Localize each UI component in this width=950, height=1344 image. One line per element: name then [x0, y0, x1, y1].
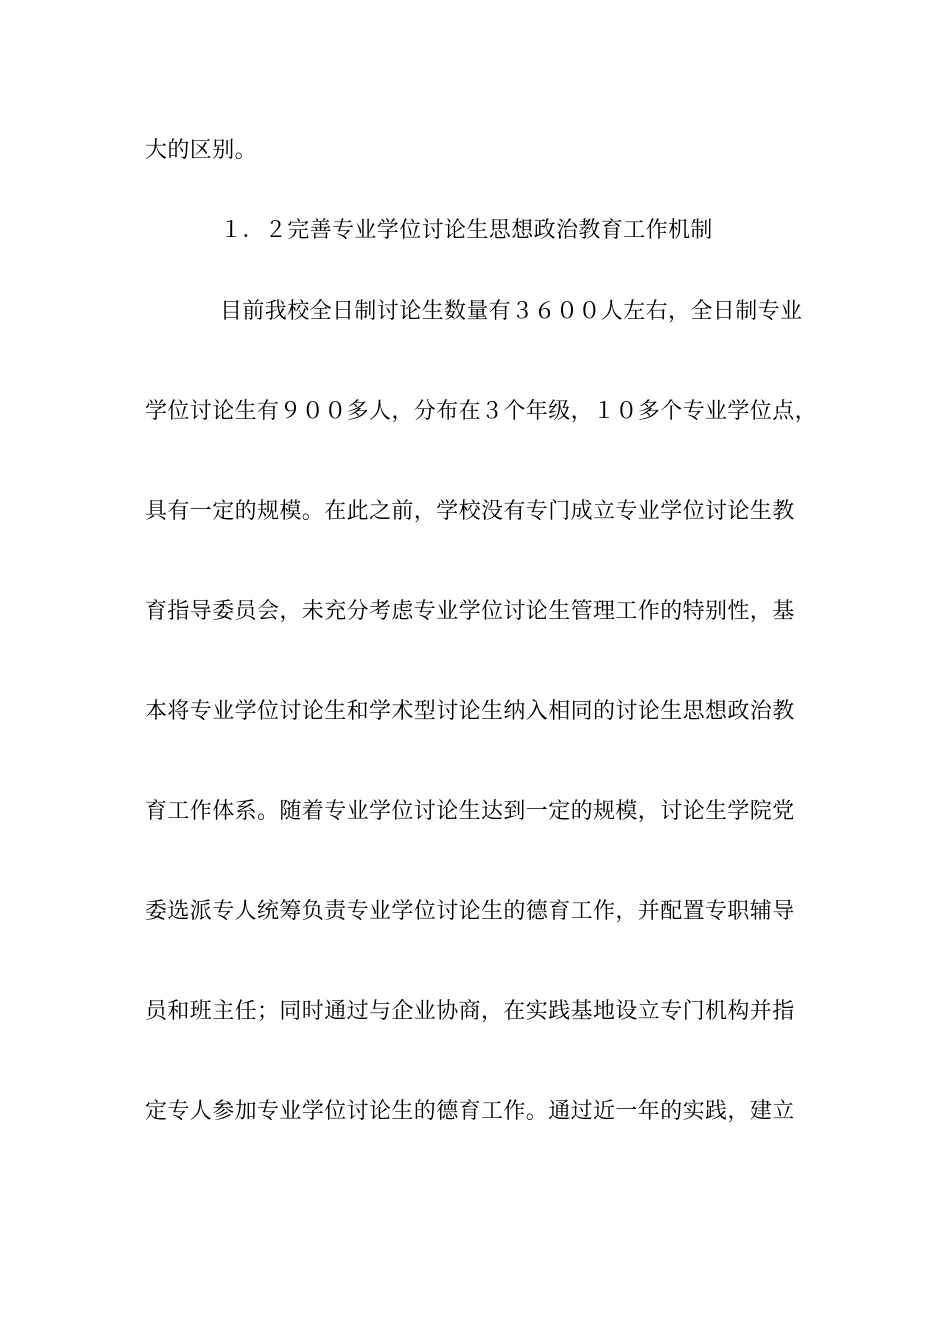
text-line: 本将专业学位讨论生和学术型讨论生纳入相同的讨论生思想政治教 [145, 699, 795, 724]
text-line: 员和班主任；同时通过与企业协商，在实践基地设立专门机构并指 [145, 999, 795, 1024]
text-line: 育指导委员会，未充分考虑专业学位讨论生管理工作的特别性，基 [145, 599, 795, 624]
text-line: 委选派专人统筹负责专业学位讨论生的德育工作，并配置专职辅导 [145, 899, 795, 924]
text-line: 大的区别。 [145, 138, 258, 163]
text-line: 定专人参加专业学位讨论生的德育工作。通过近一年的实践，建立 [145, 1099, 795, 1124]
section-heading: １．２完善专业学位讨论生思想政治教育工作机制 [220, 218, 713, 243]
text-line: 学位讨论生有９００多人，分布在３个年级，１０多个专业学位点， [145, 399, 818, 424]
text-line: 具有一定的规模。在此之前，学校没有专门成立专业学位讨论生教 [145, 499, 795, 524]
text-line: 育工作体系。随着专业学位讨论生达到一定的规模，讨论生学院党 [145, 799, 795, 824]
text-line: 目前我校全日制讨论生数量有３６００人左右，全日制专业 [220, 299, 803, 324]
